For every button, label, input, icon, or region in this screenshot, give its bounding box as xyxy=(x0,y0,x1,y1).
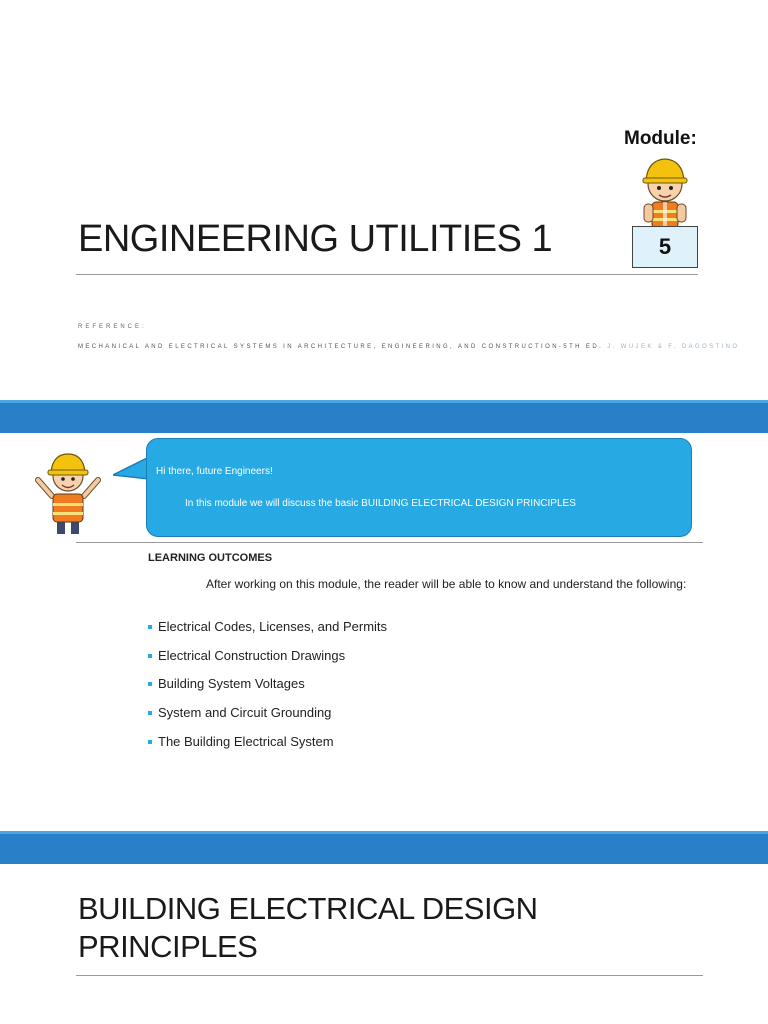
slide-separator-band xyxy=(0,400,768,433)
list-item: Electrical Codes, Licenses, and Permits xyxy=(148,619,387,648)
learning-outcomes-heading: LEARNING OUTCOMES xyxy=(148,552,273,564)
outcomes-divider xyxy=(76,542,703,543)
bullet-icon xyxy=(148,711,152,715)
speech-bubble xyxy=(146,438,692,537)
reference-authors: J. WUJEK & F. DAGOSTINO xyxy=(607,344,740,350)
section-title-divider xyxy=(76,975,703,976)
speech-bubble-tail xyxy=(113,455,149,483)
construction-worker-waving-icon xyxy=(30,450,106,536)
bullet-icon xyxy=(148,654,152,658)
list-item: System and Circuit Grounding xyxy=(148,705,387,734)
slide-title: ENGINEERING UTILITIES 1 xyxy=(78,218,553,260)
module-number-box: 5 xyxy=(632,226,698,268)
module-label: Module: xyxy=(624,128,697,149)
bullet-icon xyxy=(148,625,152,629)
section-title: BUILDING ELECTRICAL DESIGN PRINCIPLES xyxy=(78,891,538,964)
construction-worker-icon xyxy=(632,152,698,230)
reference-label: REFERENCE: xyxy=(78,324,147,330)
list-item: The Building Electrical System xyxy=(148,734,387,763)
list-item: Building System Voltages xyxy=(148,676,387,705)
bubble-greeting: Hi there, future Engineers! xyxy=(156,466,273,477)
bubble-intro: In this module we will discuss the basic BUILDING ELECTRICAL DESIGN PRINCIPLES xyxy=(185,498,576,509)
bullet-icon xyxy=(148,740,152,744)
learning-outcomes-intro: After working on this module, the reader will be able to know and understand the following: xyxy=(206,577,687,591)
list-item: Electrical Construction Drawings xyxy=(148,648,387,677)
reference-text xyxy=(78,344,739,350)
reference-title: MECHANICAL AND ELECTRICAL SYSTEMS IN ARCHITECTURE, ENGINEERING, AND CONSTRUCTION-5TH ED. xyxy=(78,344,604,350)
slide-separator-band xyxy=(0,831,768,864)
bullet-icon xyxy=(148,682,152,686)
title-divider xyxy=(76,274,698,275)
learning-outcomes-list xyxy=(148,619,387,762)
